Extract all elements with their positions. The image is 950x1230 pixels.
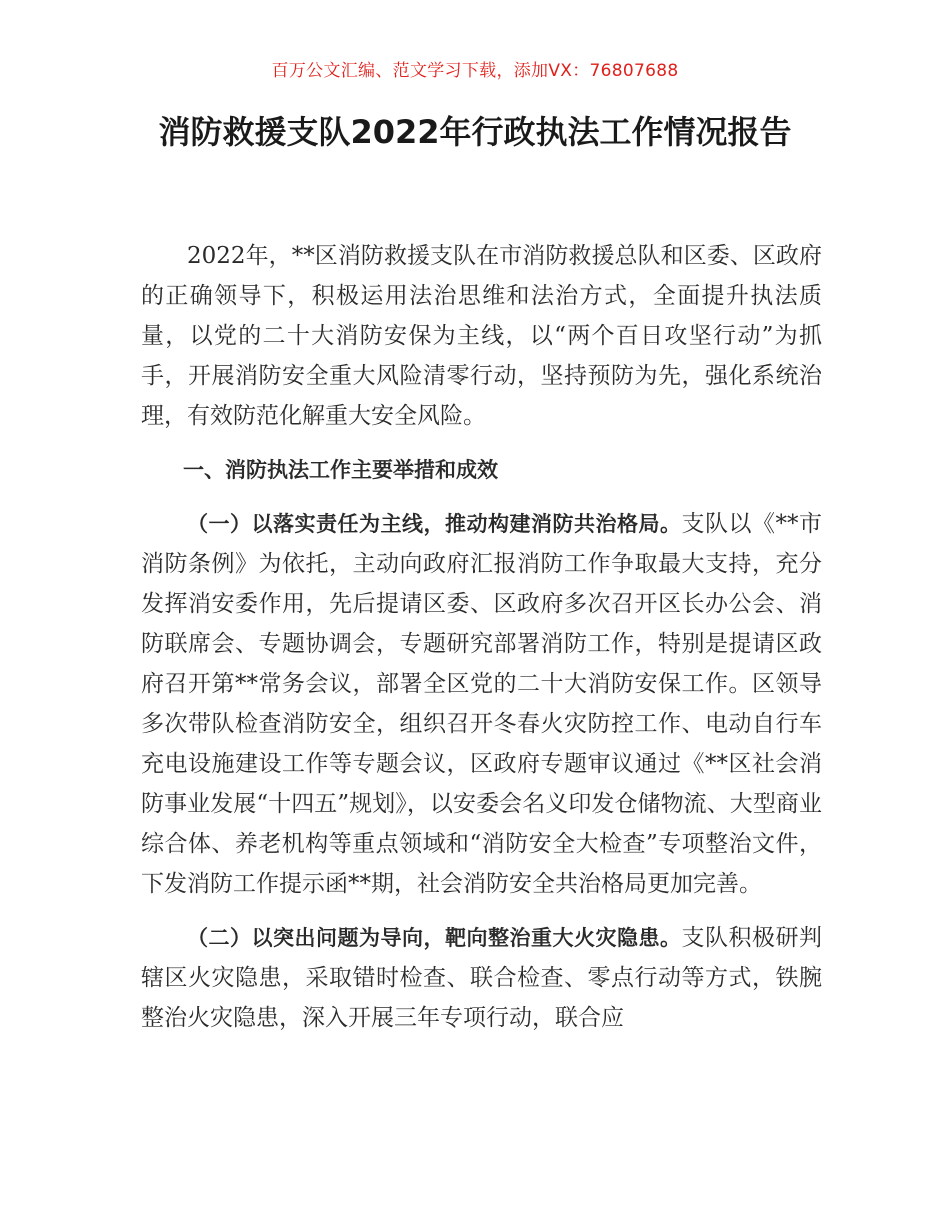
item-2-lead: （二）以突出问题为导向，靶向整治重大火灾隐患。 xyxy=(187,926,682,950)
item-1-body: 支队以《**市消防条例》为依托，主动向政府汇报消防工作争取最大支持，充分发挥消安委作用，先后提请区委、区政府多次召开区长办公会、消防联席会、专题协调会，专题研究部署消防工作，特别是提请区政府召开第**常务会议，部署全区党的二十大消防安保工作。区领导多次带队检查消防安全，组织召开冬春火灾防控工作、电动自行车充电设施建设工作等专题会议，区政府专题审议通过《**区社会消防事业发展“十四五”规划》，以安委会名义印发仓储物流、大型商业综合体、养老机构等重点领域和“消防安全大检查”专项整治文件，下发消防工作提示函**期，社会消防安全共治格局更加完善。 xyxy=(141,511,822,897)
item-paragraph-1 xyxy=(141,504,822,904)
section-heading: 一、消防执法工作主要举措和成效 xyxy=(183,458,498,482)
intro-paragraph: 2022年，**区消防救援支队在市消防救援总队和区委、区政府的正确领导下，积极运用法治思维和法治方式，全面提升执法质量，以党的二十大消防安保为主线，以“两个百日攻坚行动”为抓手，开展消防安全重大风险清零行动，坚持预防为先，强化系统治理，有效防范化解重大安全风险。 xyxy=(141,243,822,429)
document-title: 消防救援支队2022年行政执法工作情况报告 xyxy=(158,113,792,151)
watermark-banner: 百万公文汇编、范文学习下载，添加VX：76807688 xyxy=(271,61,679,81)
document-body xyxy=(141,236,822,1038)
item-paragraph-2 xyxy=(141,918,822,1038)
item-2-body: 支队积极研判辖区火灾隐患，采取错时检查、联合检查、零点行动等方式，铁腕整治火灾隐患，深入开展三年专项行动，联合应 xyxy=(141,925,822,1031)
item-1-lead: （一）以落实责任为主线，推动构建消防共治格局。 xyxy=(187,512,682,536)
